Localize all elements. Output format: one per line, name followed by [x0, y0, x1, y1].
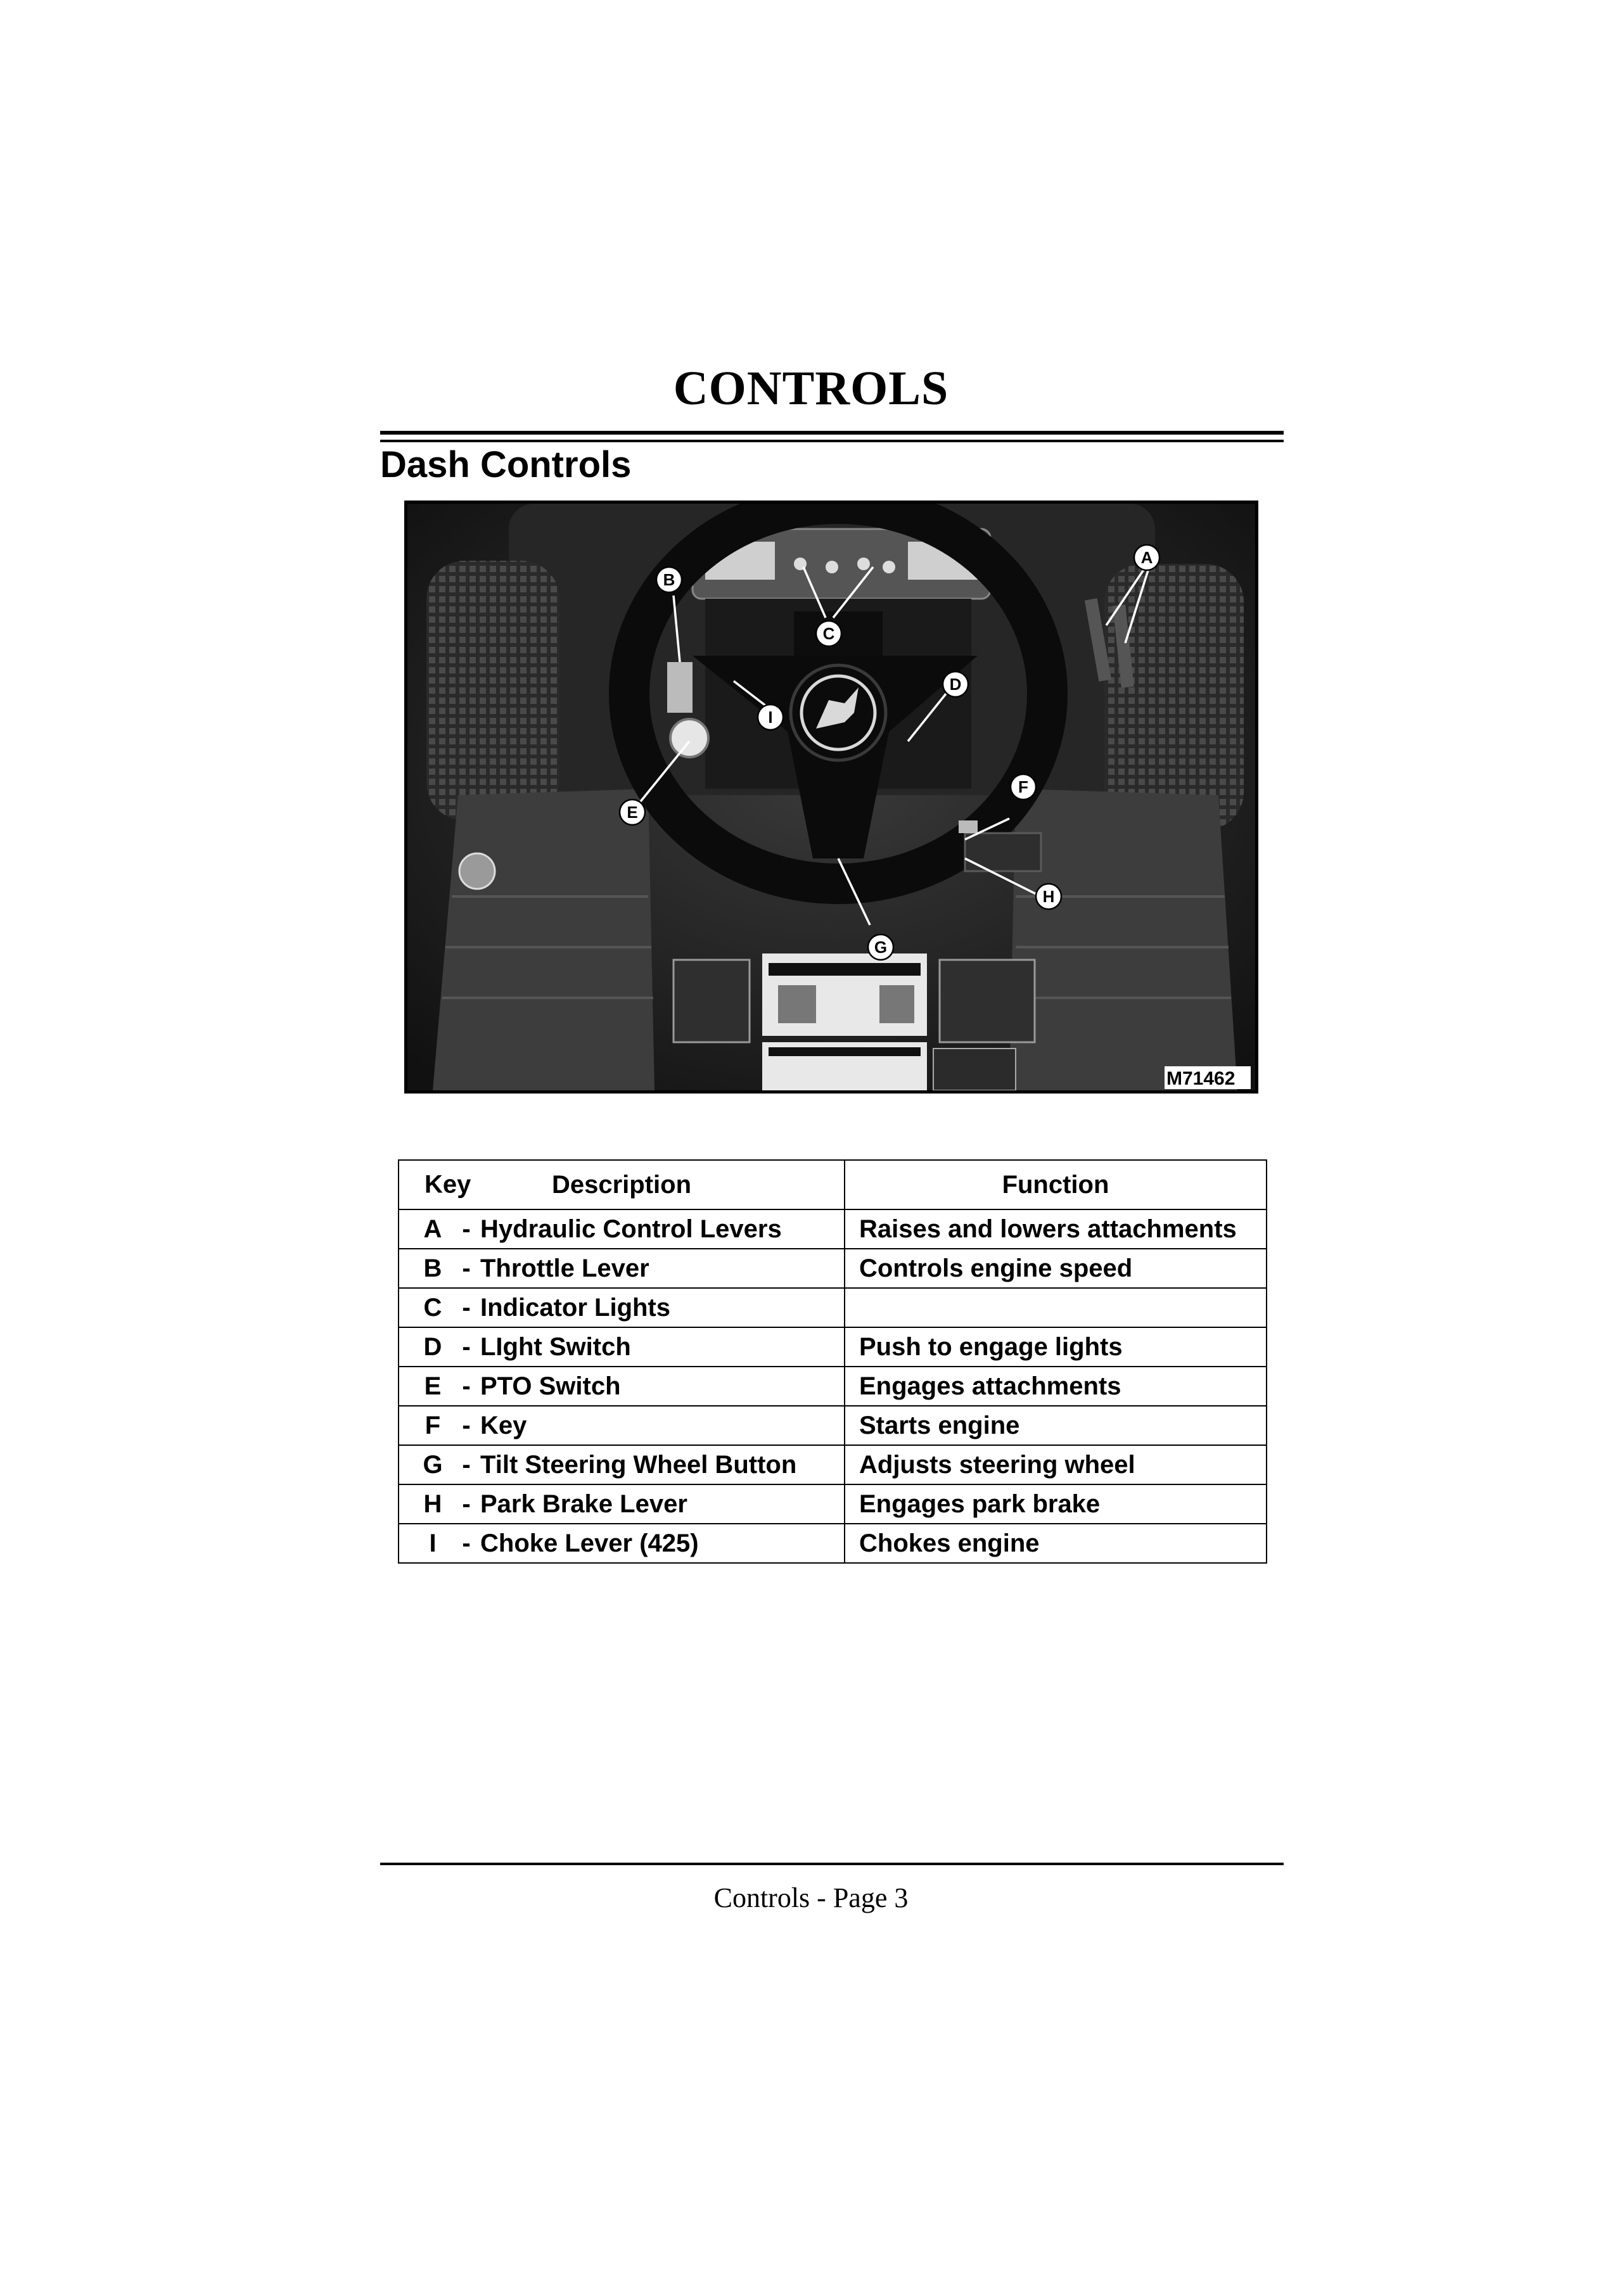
callout-i: [758, 705, 783, 730]
callout-a: [1134, 545, 1159, 570]
description-text: Key: [480, 1411, 527, 1439]
throttle-lever: [667, 662, 693, 713]
function-cell: Push to engage lights: [845, 1327, 1267, 1367]
table-row: [399, 1406, 1267, 1445]
table-row: [399, 1367, 1267, 1406]
function-cell: [845, 1288, 1267, 1327]
table-row: [399, 1209, 1267, 1249]
svg-text:A: A: [1140, 548, 1153, 567]
function-cell: Raises and lowers attachments: [845, 1209, 1267, 1249]
table-header-row: [399, 1160, 1267, 1209]
callout-h: [1036, 884, 1061, 909]
description-cell: [399, 1249, 845, 1288]
function-cell: Controls engine speed: [845, 1249, 1267, 1288]
description-text: PTO Switch: [480, 1372, 621, 1400]
page-footer: Controls - Page 3: [713, 1882, 909, 1913]
section-title: Dash Controls: [380, 444, 632, 485]
right-footrest: [1009, 789, 1237, 1090]
key-letter: H: [423, 1489, 442, 1518]
function-cell: Adjusts steering wheel: [845, 1445, 1267, 1484]
key-separator: -: [462, 1215, 471, 1243]
description-cell: [399, 1524, 845, 1563]
header-description: Description: [551, 1170, 692, 1199]
function-cell: Chokes engine: [845, 1524, 1267, 1563]
header-function: Function: [845, 1160, 1267, 1209]
description-text: Indicator Lights: [480, 1293, 670, 1322]
description-cell: [399, 1209, 845, 1249]
callout-c: [816, 621, 841, 646]
callout-d: [943, 672, 968, 697]
key-separator: -: [462, 1254, 471, 1282]
key-letter: G: [423, 1450, 443, 1479]
left-tire: [426, 561, 559, 820]
description-cell: [399, 1367, 845, 1406]
controls-table: [398, 1159, 1267, 1564]
callout-g: [868, 934, 893, 960]
description-cell: [399, 1484, 845, 1524]
key-letter: B: [423, 1254, 442, 1282]
right-tire: [1104, 564, 1244, 830]
svg-text:D: D: [949, 675, 962, 694]
description-text: Park Brake Lever: [480, 1489, 687, 1518]
table-row: [399, 1288, 1267, 1327]
footer-rule: [380, 1863, 1284, 1865]
key-separator: -: [462, 1489, 471, 1518]
header-key: Key: [425, 1170, 471, 1199]
key-letter: C: [423, 1293, 442, 1322]
key-letter: D: [423, 1332, 442, 1361]
table-row: [399, 1445, 1267, 1484]
description-text: Choke Lever (425): [480, 1529, 699, 1557]
svg-text:G: G: [874, 938, 888, 957]
table-row: [399, 1249, 1267, 1288]
function-cell: Engages attachments: [845, 1367, 1267, 1406]
callout-b: [656, 567, 682, 592]
svg-text:E: E: [627, 803, 638, 822]
description-text: Tilt Steering Wheel Button: [480, 1450, 797, 1479]
svg-text:B: B: [663, 570, 675, 589]
description-text: LIght Switch: [480, 1332, 631, 1361]
description-cell: [399, 1327, 845, 1367]
table-row: [399, 1524, 1267, 1563]
function-cell: Starts engine: [845, 1406, 1267, 1445]
callout-e: [620, 800, 645, 825]
pto-switch-knob: [670, 719, 708, 757]
callout-f: [1011, 774, 1036, 800]
table-row: [399, 1484, 1267, 1524]
description-text: Hydraulic Control Levers: [480, 1215, 782, 1243]
key-separator: -: [462, 1372, 471, 1400]
header-key-description: [399, 1160, 845, 1209]
svg-text:I: I: [768, 708, 773, 727]
key-separator: -: [462, 1332, 471, 1361]
description-cell: [399, 1445, 845, 1484]
svg-text:F: F: [1018, 777, 1028, 796]
description-text: Throttle Lever: [480, 1254, 649, 1282]
figure-id: M71462: [1166, 1068, 1236, 1089]
description-cell: [399, 1288, 845, 1327]
key-letter: A: [423, 1215, 442, 1243]
function-cell: Engages park brake: [845, 1484, 1267, 1524]
svg-text:H: H: [1042, 887, 1055, 906]
description-cell: [399, 1406, 845, 1445]
left-footrest: [433, 789, 655, 1090]
page-title: CONTROLS: [673, 362, 949, 415]
table-row: [399, 1327, 1267, 1367]
key-letter: F: [425, 1411, 441, 1439]
key-separator: -: [462, 1411, 471, 1439]
key-separator: -: [462, 1293, 471, 1322]
dash-controls-photo: [404, 501, 1258, 1094]
title-double-rule: [380, 431, 1284, 442]
svg-text:C: C: [822, 624, 835, 643]
key-separator: -: [462, 1529, 471, 1557]
key-letter: E: [424, 1372, 442, 1400]
key-letter: I: [429, 1529, 437, 1557]
key-separator: -: [462, 1450, 471, 1479]
